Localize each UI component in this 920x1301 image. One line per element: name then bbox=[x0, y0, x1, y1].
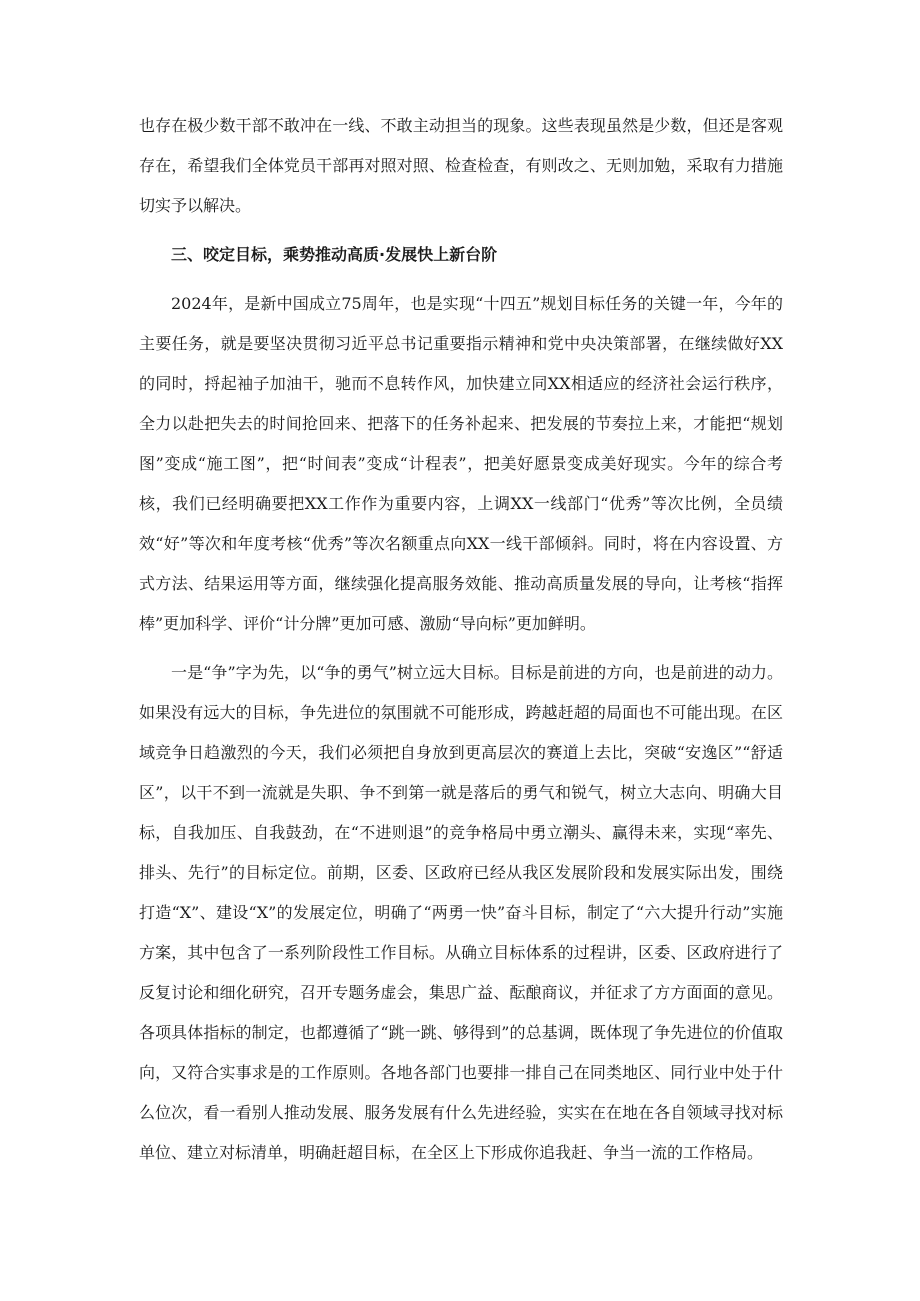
paragraph-continuation: 也存在极少数干部不敢冲在一线、不敢主动担当的现象。这些表现虽然是少数，但还是客观存在，希望我们全体党员干部再对照对照、检查检查，有则改之、无则加勉，采取有力措施切实予以解决。 bbox=[139, 116, 783, 215]
section-heading: 三、咬定目标，乘势推动高质·发展快上新台阶 bbox=[171, 245, 498, 264]
paragraph-compete-first: 一是“争”字为先，以“争的勇气”树立远大目标。目标是前进的方向，也是前进的动力。如果没有远大的目标，争先进位的氛围就不可能形成，跨越赶超的局面也不可能出现。在区域竞争日趋激烈的今天，我们必须把自身放到更高层次的赛道上去比，突破“安逸区”“舒适区”，以干不到一流就是失职、争不到第一就是落后的勇气和锐气，树立大志向、明确大目标，自我加压、自我鼓劲，在“不进则退”的竞争格局中勇立潮头、赢得未来，实现“率先、排头、先行”的目标定位。前期，区委、区政府已经从我区发展阶段和发展实际出发，围绕打造“X”、建设“X”的发展定位，明确了“两勇一快”奋斗目标，制定了“六大提升行动”实施方案，其中包含了一系列阶段性工作目标。从确立目标体系的过程讲，区委、区政府进行了反复讨论和细化研究，召开专题务虚会，集思广益、酝酿商议，并征求了方方面面的意见。各项具体指标的制定，也都遵循了“跳一跳、够得到”的总基调，既体现了争先进位的价值取向，又符合实事求是的工作原则。各地各部门也要排一排自己在同类地区、同行业中处于什么位次，看一看别人推动发展、服务发展有什么先进经验，实实在在地在各自领域寻找对标单位、建立对标清单，明确赶超目标，在全区上下形成你追我赶、争当一流的工作格局。 bbox=[139, 663, 783, 1162]
document-body bbox=[139, 106, 783, 1173]
paragraph-2024-tasks: 2024年，是新中国成立75周年，也是实现“十四五”规划目标任务的关键一年，今年的主要任务，就是要坚决贯彻习近平总书记重要指示精神和党中央决策部署，在继续做好XX的同时，捋起袖子加油干，驰而不息转作风，加快建立同XX相适应的经济社会运行秩序，全力以赴把失去的时间抢回来、把落下的任务补起来、把发展的节奏拉上来，才能把“规划图”变成“施工图”，把“时间表”变成“计程表”，把美好愿景变成美好现实。今年的综合考核，我们已经明确要把XX工作作为重要内容，上调XX一线部门“优秀”等次比例，全员绩效“好”等次和年度考核“优秀”等次名额重点向XX一线干部倾斜。同时，将在内容设置、方式方法、结果运用等方面，继续强化提高服务效能、推动高质量发展的导向，让考核“指挥棒”更加科学、评价“计分牌”更加可感、激励“导向标”更加鲜明。 bbox=[139, 294, 783, 633]
